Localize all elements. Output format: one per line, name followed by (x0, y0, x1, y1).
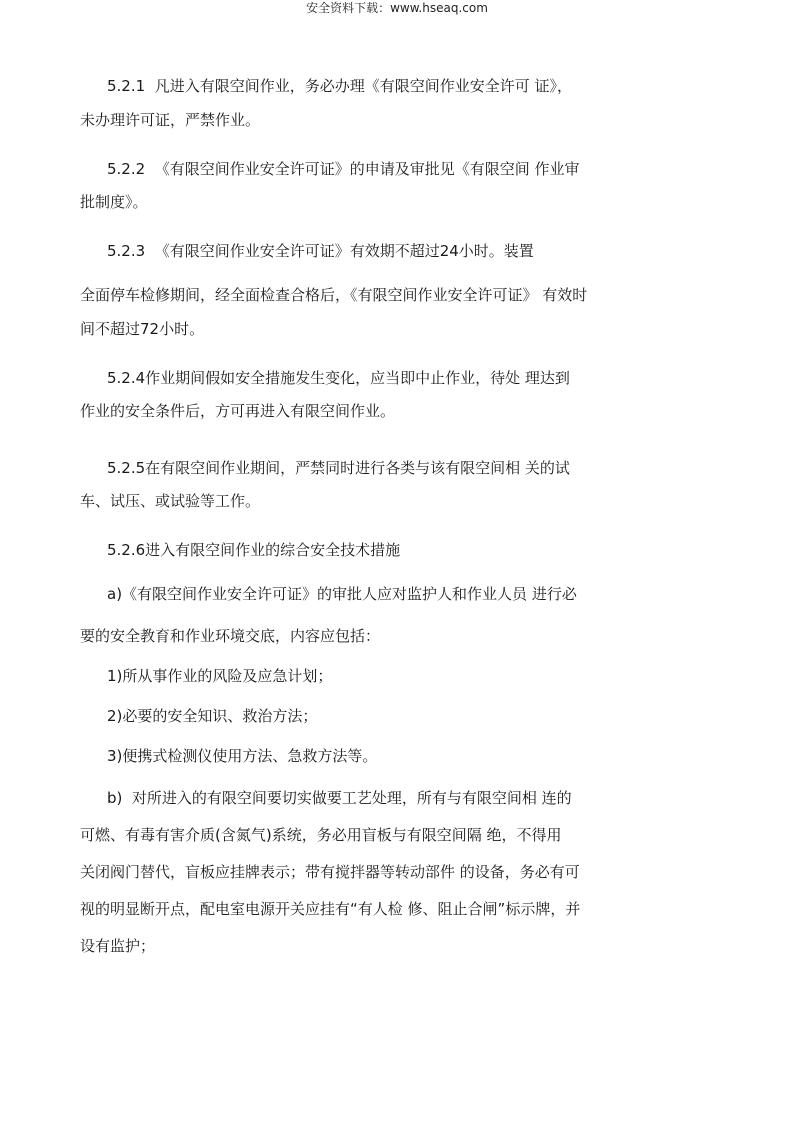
para-5-2-3-line-3: 间不超过72小时。 (80, 320, 205, 338)
item-3: 3)便携式检测仪使用方法、急救方法等。 (107, 747, 378, 765)
item-b-line-2: 可燃、有毒有害介质(含氮气)系统，务必用盲板与有限空间隔 绝，不得用 (80, 826, 562, 844)
item-a-line-2: 要的安全教育和作业环境交底，内容应包括： (80, 627, 381, 645)
item-a-line-1: a)《有限空间作业安全许可证》的审批人应对监护人和作业人员 进行必 (107, 585, 577, 603)
para-5-2-1-line-1: 5.2.1 凡进入有限空间作业，务必办理《有限空间作业安全许可 证》， (107, 77, 572, 95)
item-b-line-1: b) 对所进入的有限空间要切实做要工艺处理，所有与有限空间相 连的 (107, 789, 572, 807)
para-5-2-6-heading: 5.2.6进入有限空间作业的综合安全技术措施 (107, 541, 401, 559)
para-5-2-4-line-1: 5.2.4作业期间假如安全措施发生变化，应当即中止作业，待处 理达到 (107, 369, 570, 387)
para-5-2-5-line-1: 5.2.5在有限空间作业期间，严禁同时进行各类与该有限空间相 关的试 (107, 459, 570, 477)
para-5-2-2-line-2: 批制度》。 (80, 193, 148, 211)
para-5-2-4-line-2: 作业的安全条件后，方可再进入有限空间作业。 (80, 402, 396, 420)
para-5-2-2-line-1: 5.2.2 《有限空间作业安全许可证》的申请及审批见《有限空间 作业审 (107, 160, 580, 178)
para-5-2-5-line-2: 车、试压、或试验等工作。 (80, 492, 261, 510)
item-b-line-5: 设有监护； (80, 937, 156, 955)
item-1: 1)所从事作业的风险及应急计划； (107, 667, 333, 685)
page-header: 安全资料下载：www.hseaq.com (306, 1, 488, 15)
item-b-line-3: 关闭阀门替代，盲板应挂牌表示；带有搅拌器等转动部件 的设备，务必有可 (80, 863, 580, 881)
item-b-line-4: 视的明显断开点，配电室电源开关应挂有“有人检 修、阻止合闸”标示牌，并 (80, 900, 581, 918)
para-5-2-1-line-2: 未办理许可证，严禁作业。 (80, 111, 261, 129)
para-5-2-3-line-1: 5.2.3 《有限空间作业安全许可证》有效期不超过24小时。装置 (107, 242, 534, 260)
para-5-2-3-line-2: 全面停车检修期间，经全面检查合格后，《有限空间作业安全许可证》 有效时 (80, 286, 588, 304)
item-2: 2)必要的安全知识、救治方法； (107, 707, 318, 725)
